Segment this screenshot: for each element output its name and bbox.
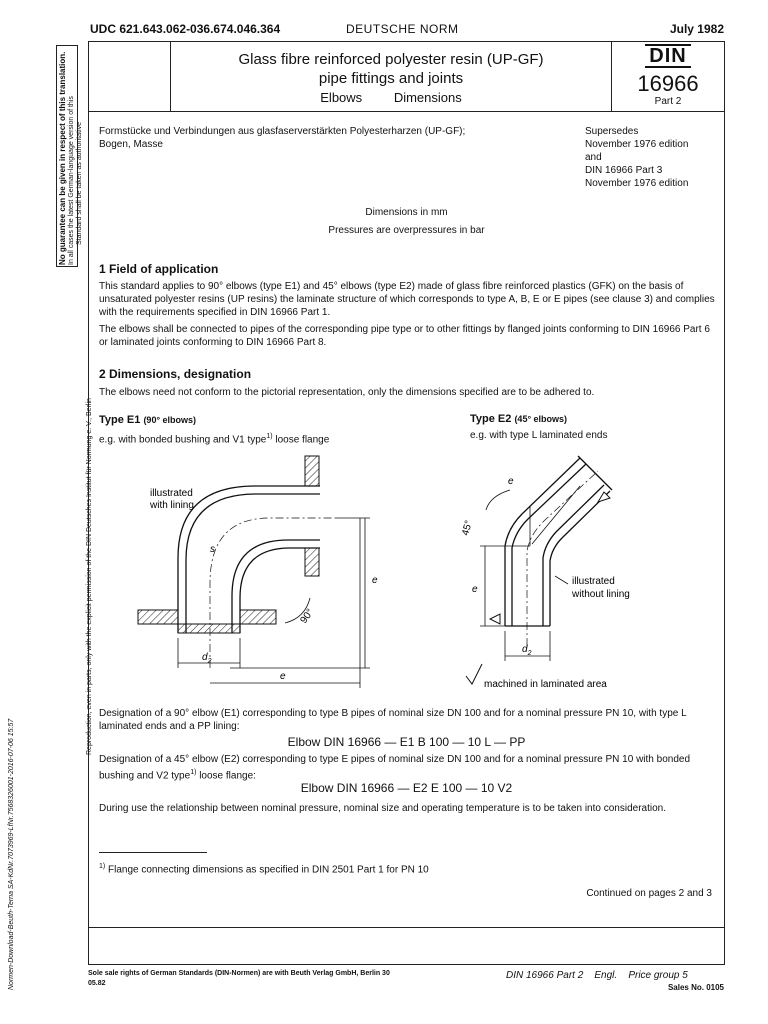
dimensions-note: Dimensions in mm [365, 207, 448, 218]
e1-e-label-horizontal: e [280, 671, 286, 682]
elbow-e1-drawing [120, 448, 420, 693]
footnote-mark: 1) [99, 863, 106, 870]
footnote [99, 860, 429, 876]
designation-paragraph [99, 753, 719, 782]
divider-line [88, 927, 725, 928]
din-part: Part 2 [654, 96, 682, 107]
title-sub-elbows: Elbows [320, 90, 363, 105]
designation-code: Elbow DIN 16966 — E2 E 100 — 10 V2 [300, 781, 513, 795]
type-e2-label: Type E2 [470, 413, 512, 425]
elbow-e2-drawing [450, 446, 720, 691]
udc-code: UDC 621.643.062-036.674.046.364 [90, 22, 281, 36]
e1-s-label: s [210, 544, 215, 555]
download-stamp: Normen-Download-Beuth-Terna SA-KdNr.7073969-LfNr.7568326001-2016-07-06 15:57 [8, 718, 15, 990]
machined-note: machined in laminated area [484, 679, 607, 690]
disclaimer-line: In all cases the latest German-language version of this [68, 96, 75, 265]
divider-line [88, 111, 725, 112]
footnote-ref: 1) [266, 433, 273, 440]
footnote-rule [99, 852, 207, 853]
designation-text: loose flange: [196, 770, 256, 782]
page-title [171, 50, 611, 107]
supersedes-line: DIN 16966 Part 3 [585, 165, 663, 176]
supersedes-line: and [585, 152, 602, 163]
footer-din-ref: DIN 16966 Part 2 [506, 970, 584, 981]
din-box [612, 44, 724, 107]
norm-label: DEUTSCHE NORM [346, 22, 459, 36]
type-e1-sub-text: e.g. with bonded bushing and V1 type [99, 434, 267, 446]
edition-date: July 1982 [669, 22, 724, 36]
e1-d2-label: $d_2$ [202, 652, 212, 665]
type-e1-sub-text: loose flange [272, 434, 330, 446]
disclaimer-line: No guarantee can be given in respect of this translation. [58, 51, 67, 265]
type-e1-subtitle [99, 430, 329, 446]
e1-label-illustrated: illustrated [150, 488, 193, 499]
e2-label-without-lining: without lining [572, 589, 630, 600]
section-heading-2: 2 Dimensions, designation [99, 367, 252, 381]
title-sub-dimensions: Dimensions [393, 90, 462, 105]
german-line: Formstücke und Verbindungen aus glasfaserverstärkten Polyesterharzen (UP-GF); [99, 126, 466, 137]
title-subline [171, 88, 611, 107]
footer-reference [506, 970, 688, 981]
e2-e-label-vertical: e [472, 584, 478, 595]
e2-angle-label: 45° [460, 519, 475, 537]
type-e1-note: (90° elbows) [143, 415, 197, 425]
section-heading-1: 1 Field of application [99, 262, 219, 276]
din-number: 16966 [637, 71, 699, 96]
e2-d2-label: $d_2$ [522, 644, 532, 657]
sales-number: Sales No. 0105 [667, 983, 724, 992]
disclaimer-line: Standard shall be taken as authoritative [76, 122, 83, 245]
footnote-text: Flange connecting dimensions as specified in DIN 2501 Part 1 for PN 10 [105, 864, 429, 876]
designation-code: Elbow DIN 16966 — E1 B 100 — 10 L — PP [287, 735, 526, 749]
type-e1-label: Type E1 [99, 414, 141, 426]
machined-symbol-icon [466, 664, 482, 684]
pressures-note: Pressures are overpressures in bar [328, 225, 485, 236]
supersedes-line: November 1976 edition [585, 139, 689, 150]
german-title [99, 125, 539, 151]
title-line: Glass fibre reinforced polyester resin (UP-GF) [238, 51, 544, 68]
german-line: Bogen, Masse [99, 139, 163, 150]
print-code: 05.82 [88, 980, 106, 987]
type-e2-subtitle: e.g. with type L laminated ends [470, 430, 608, 441]
type-e2-note: (45° elbows) [514, 414, 568, 424]
designation-text: Designation of a 45° elbow (E2) corresponding to type E pipes of nominal size DN 100 and for a nominal pressure PN 10 with bonded bushing and V2 type [99, 754, 691, 782]
continued-note: Continued on pages 2 and 3 [586, 888, 712, 899]
footer-language: Engl. [594, 970, 618, 981]
section-1-paragraph: The elbows shall be connected to pipes of the corresponding pipe type or to other fittings by flanged joints conforming to DIN 16966 Part 6 or laminated joints conforming to DIN 16966 Part 8. [99, 324, 710, 348]
footnote-ref: 1) [190, 769, 197, 776]
usage-note: During use the relationship between nominal pressure, nominal size and operating temperature is to be taken into consideration. [99, 803, 667, 814]
supersedes-block [585, 125, 725, 190]
sole-sale-notice: Sole sale rights of German Standards (DIN-Normen) are with Beuth Verlag GmbH, Berlin 30 [88, 970, 390, 977]
supersedes-line: November 1976 edition [585, 178, 689, 189]
footer-price-group: Price group 5 [628, 970, 688, 981]
section-1-paragraph: This standard applies to 90° elbows (type E1) and 45° elbows (type E2) made of glass fibre reinforced plastics (GFK) on the basis of unsaturated polyester resins (UP resins) the laminate structure of which corresponds to type A, B, E or E pipes (see clause 3) and complies with the requirements specified in DIN 16966 Part 1. [99, 281, 715, 318]
section-2-paragraph: The elbows need not conform to the pictorial representation, only the dimensions specified are to be adhered to. [99, 387, 595, 398]
type-e1-heading [99, 414, 196, 426]
e1-angle-label: 90° [298, 607, 317, 626]
designation-paragraph: Designation of a 90° elbow (E1) corresponding to type B pipes of nominal size DN 100 and for a nominal pressure PN 10, with type L laminated ends and a PP lining: [99, 708, 687, 732]
e1-label-lining: with lining [150, 500, 194, 511]
reproduction-notice: Reproduction, even in parts, only with the explicit permission of the DIN Deutsches Institut für Normung e. V., Berlin [86, 398, 93, 755]
e2-label-illustrated: illustrated [572, 576, 615, 587]
e2-e-label-diagonal: e [508, 476, 514, 487]
type-e2-heading [470, 413, 567, 425]
title-line: pipe fittings and joints [318, 70, 464, 87]
supersedes-line: Supersedes [585, 126, 639, 137]
din-logo: DIN [645, 44, 690, 68]
e1-e-label-vertical: e [372, 575, 378, 586]
